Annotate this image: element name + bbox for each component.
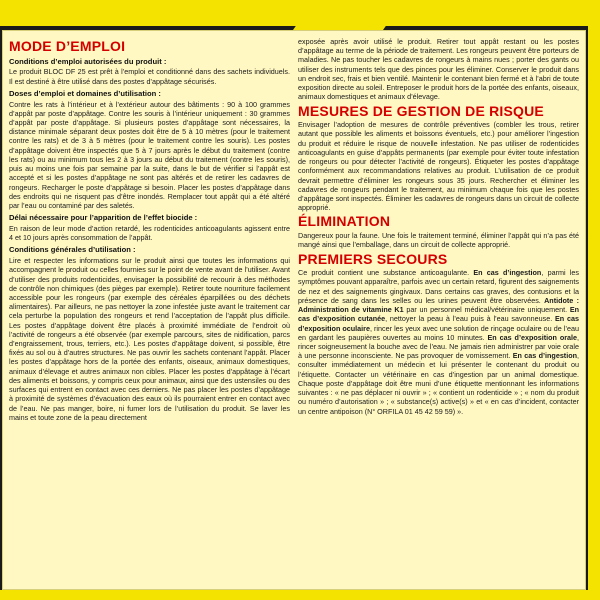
text-continuation: exposée après avoir utilisé le produit. Retirer tout appât restant ou les postes d’appâtage au terme de la période de traitement. Les rongeurs peuvent être porteurs de maladies. Ne pas toucher les cadavres de rongeurs à mains nues ; porter des gants ou utiliser des instruments tels que des pinces pour les éliminer. Conserver le produit dans un endroit sec, frais et bien ventilé. Maintenir le contenant bien fermé et à l’abri de toute exposition directe au soleil. Entreposer le produit hors de la portée des enfants, oiseaux, animaux domestiques et animaux d’élevage. xyxy=(298,37,579,102)
text-conditions-autorisees: Le produit BLOC DF 25 est prêt à l’emploi et conditionné dans des sachets individuels. Il est destiné à être utilisé dans des postes d’appâtage sécurisés. xyxy=(9,67,290,86)
text-conditions-generales: Lire et respecter les informations sur le produit ainsi que toutes les informations qui accompagnent le produit ou celles fournies sur le point de vente avant de l’utiliser. Avant d’utiliser des produits rodenticides, envisager la possibilité de recourir à des méthodes de contrôle non chimiques (des pièges par exemple). Retirer toute nourriture facilement accessible pour les rongeurs (par exemple des céréales éparpillées ou des déchets alimentaires). Par ailleurs, ne pas nettoyer la zone infestée juste avant le traitement car cela perturbe la population des rongeurs et rend l’acceptation de l’appât plus difficile. Les postes d’appâtage doivent être placés à proximité immédiate de l’endroit où l’activité de rongeurs a été observée (par exemple parcours, sites de nidification, parcs d’engraissement, trous, terriers, etc.). Les postes d’appâtage doivent, si possible, être fixés au sol ou à d’autres structures. Ne pas ouvrir les sachets contenant l’appât. Placer les postes d’appâtage hors de la portée des enfants, oiseaux, animaux domestiques, animaux d’élevage et autres animaux non cibles. Placer les postes d’appâtage à l’écart des aliments et boissons, y compris ceux pour animaux, ainsi que des ustensiles ou des surfaces qui entrent en contact avec ces derniers. Ne pas placer les postes d’appâtage à proximité de systèmes d’évacuation des eaux où ils pourraient entrer en contact avec de l’eau. Ne pas manger, boire, ni fumer lors de l’utilisation du produit. Se laver les mains et toute zone de la peau directement xyxy=(9,256,290,422)
ps-ingestion-label: En cas d’ingestion xyxy=(473,268,542,278)
title-premiers-secours: PREMIERS SECOURS xyxy=(298,250,448,267)
ps-oculaire-text: , rincer les yeux avec une solution de rinçage oculaire ou de l’eau en gardant les paupières ouvertes au moins 10 minutes. xyxy=(298,323,579,342)
title-elimination: ÉLIMINATION xyxy=(298,213,391,230)
ps-ingestion2-label: En cas d’ingestion xyxy=(512,351,577,361)
ps-intro: Ce produit contient une substance anticoagulante. xyxy=(298,268,470,278)
ps-cutanee-label: En cas d’exposition cutanée xyxy=(298,305,579,324)
heading-doses-emploi: Doses d’emploi et domaines d’utilisation : xyxy=(9,88,161,98)
text-mesures-risque: Envisager l’adoption de mesures de contrôle préventives (combler les trous, retirer autant que possible les aliments et boissons éventuels, etc.) pour améliorer l’ingestion du produit et réduire le risque de nouvelle infestation. Ne pas utiliser de rodenticides anticoagulants en guise d’appâts permanents (par exemple pour éviter toute infestation de rongeurs ou pour détecter l’activité de rongeurs). Étiqueter les postes d’appâtage conformément aux recommandations relatives au produit. L’utilisation de ce produit devrait permettre d’éliminer les rongeurs sous 35 jours. Rechercher et éliminer les cadavres de rongeurs pendant le traitement, au minimum chaque fois que les postes d’appâtage sont inspectés. Éliminer les cadavres de rongeurs dans un circuit de collecte approprié. xyxy=(298,120,579,213)
right-column xyxy=(298,37,579,585)
heading-conditions-autorisees: Conditions d’emploi autorisées du produit : xyxy=(9,56,167,66)
ps-ingestion-text: , parmi les symptômes pouvant apparaître, parfois avec un certain retard, figurent des saignements de nez et des saignements gingivaux. Dans certains cas graves, des contusions et la présence de sang dans les selles ou les urines peuvent être observées. xyxy=(298,268,579,305)
ps-antidote-text: par un personnel médical/vétérinaire uniquement. xyxy=(403,305,568,315)
ps-orale-label: En cas d’exposition orale xyxy=(487,332,578,342)
left-column xyxy=(9,37,290,585)
title-mode-emploi: MODE D’EMPLOI xyxy=(9,38,126,54)
ps-antidote: Antidote : Administration de vitamine K1 xyxy=(298,295,579,315)
text-delai-effet: En raison de leur mode d’action retardé, les rodenticides anticoagulants agissent entre 4 et 10 jours après consommation de l’appât. xyxy=(9,223,290,243)
ps-ingestion2-text: , consulter immédiatement un médecin et lui présenter le contenant du produit ou l’étiquette. Contacter un vétérinaire en cas d’ingestion par un animal domestique. Chaque poste d’appâtage doit être muni d’une étiquette mentionnant les informations suivantes : « ne pas déplacer ni ouvrir » ; « contient un rodenticide » ; « nom du produit ou numéro d’autorisation » ; « substance(s) active(s) » et « en cas d’incident, contacter un centre antipoison (N° ORFILA 01 45 42 59 59) ». xyxy=(298,351,579,416)
ps-cutanee-text: , nettoyer la peau à l’eau puis à l’eau savonneuse. xyxy=(385,314,553,324)
text-elimination: Dangereux pour la faune. Une fois le traitement terminé, éliminer l’appât qui n’a pas été mangé ainsi que l’emballage, dans un circuit de collecte approprié. xyxy=(298,231,579,250)
title-mesures-risque: MESURES DE GESTION DE RISQUE xyxy=(298,102,544,119)
right-yellow-band xyxy=(588,0,600,600)
label-panel xyxy=(2,30,586,590)
text-doses-emploi: Contre les rats à l’intérieur et à l’extérieur autour des bâtiments : 90 à 100 grammes d’appât par poste d’appâtage. Contre les souris à l’intérieur uniquement : 30 grammes d’appât par poste d’appâtage. Si plusieurs postes d’appâtage sont nécessaires, la distance minimale séparant deux postes doit être de 5 à 10 mètres (pour le traitement contre les rats) et de 3 à 5 mètres (pour le traitement contre les souris). Les postes d’appâtage doivent être inspectés que 5 à 7 jours après le début du traitement (contre les rats) ou au minimum tous les 2 à 3 jours au début du traitement (contre les souris), puis au moins une fois par semaine par la suite, dans le but de vérifier si l’appât est accepté et si les postes d’appâtage ne sont pas altérés et de retirer les cadavres de rongeurs. Recharger le poste d’appâtage si besoin. Placer les postes d’appâtage dans des endroits qui ne risquent pas d’être inondés. Remplacer tout appât qui a été altéré par l’eau ou contaminé par des saletés. xyxy=(9,99,290,210)
text-premiers-secours xyxy=(298,268,579,416)
ps-orale-text: , rincer soigneusement la bouche avec de l’eau. Ne jamais rien administrer par voie orale à une personne inconsciente. Ne pas provoquer de vomissement. xyxy=(298,332,580,361)
bottom-yellow-band xyxy=(0,590,600,600)
heading-conditions-generales: Conditions générales d’utilisation : xyxy=(9,245,136,255)
heading-delai-effet: Délai nécessaire pour l’apparition de l’effet biocide : xyxy=(9,213,198,223)
ps-oculaire-label: En cas d’exposition oculaire xyxy=(298,314,579,333)
